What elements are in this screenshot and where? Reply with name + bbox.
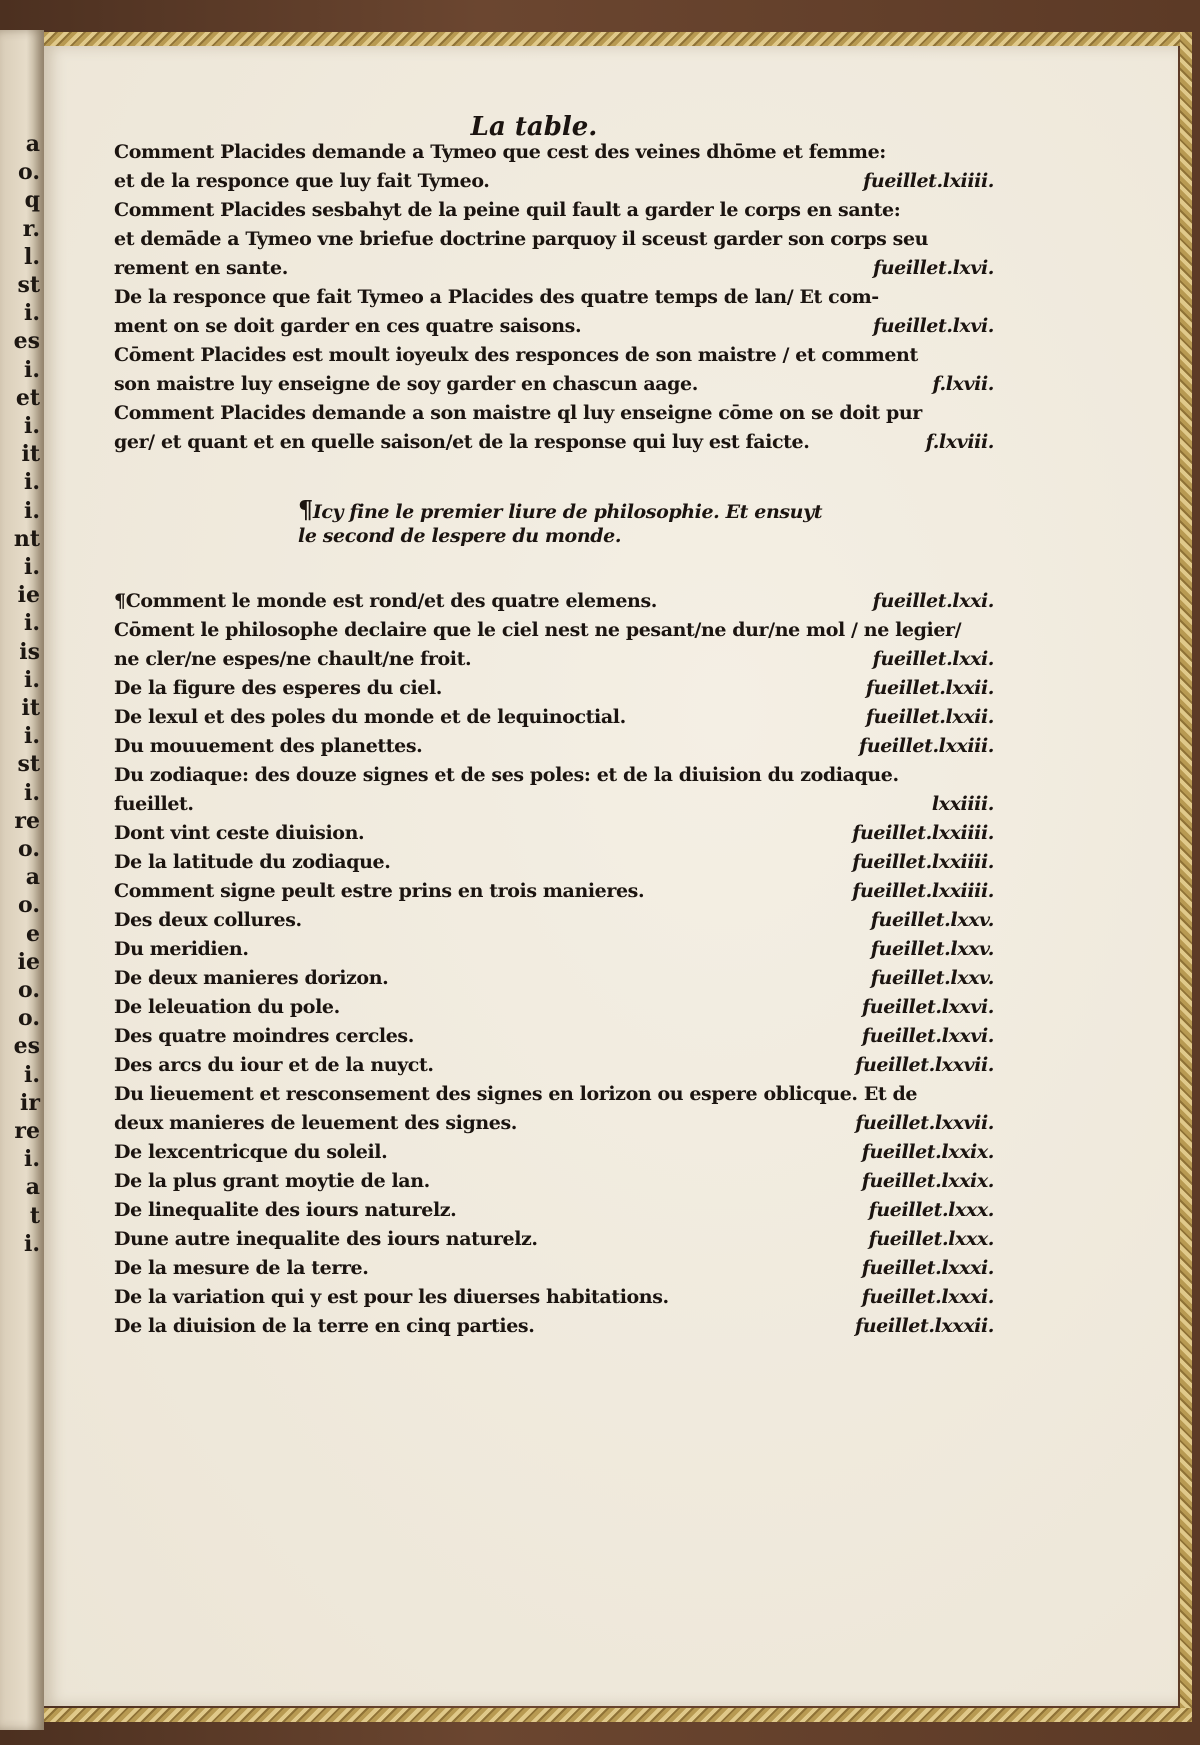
toc-entry bbox=[114, 1022, 994, 1051]
facing-page-letter: e bbox=[26, 920, 40, 947]
facing-page-letter: i. bbox=[23, 666, 40, 693]
toc-entry-text: ment on se doit garder en ces quatre saisons. bbox=[114, 315, 582, 337]
toc-entry bbox=[114, 645, 994, 674]
facing-page-letter: i. bbox=[23, 723, 40, 750]
facing-page-letter: es bbox=[13, 1033, 40, 1060]
toc-entry bbox=[114, 877, 994, 906]
toc-entry bbox=[114, 906, 994, 935]
toc-entry bbox=[114, 341, 994, 370]
toc-entry bbox=[114, 1312, 994, 1341]
toc-entry-text: De la latitude du zodiaque. bbox=[114, 851, 391, 873]
toc-entry-folio: fueillet.lxxxi. bbox=[861, 1257, 994, 1279]
toc-entry-folio: fueillet.lxxiiii. bbox=[852, 822, 994, 844]
facing-page-letter: ie bbox=[17, 582, 40, 609]
toc-entry-text: De deux manieres dorizon. bbox=[114, 967, 389, 989]
toc-entry bbox=[114, 225, 994, 254]
toc-entry-folio: fueillet.lxxi. bbox=[872, 590, 994, 612]
toc-entry-text: Comment Placides demande a son maistre ql luy enseigne cōme on se doit pur bbox=[114, 402, 922, 424]
toc-entry-folio: lxxiiii. bbox=[931, 793, 994, 815]
toc-entry-text: rement en sante. bbox=[114, 257, 288, 279]
facing-page-letter: re bbox=[14, 807, 40, 834]
toc-section-second-book bbox=[114, 587, 994, 1341]
facing-page-letter: i. bbox=[23, 413, 40, 439]
toc-entry-text: son maistre luy enseigne de soy garder en chascun aage. bbox=[114, 373, 698, 395]
toc-entry-text: Des quatre moindres cercles. bbox=[114, 1025, 414, 1047]
toc-entry-text: Dont vint ceste diuision. bbox=[114, 822, 365, 844]
facing-page-letter: o. bbox=[18, 159, 40, 186]
gilt-border-right bbox=[1180, 32, 1192, 1722]
facing-page-letter: ie bbox=[17, 948, 40, 975]
toc-entry-folio: fueillet.lxxix. bbox=[861, 1170, 994, 1192]
toc-entry bbox=[114, 616, 994, 645]
toc-entry-folio: fueillet.lxxiiii. bbox=[852, 851, 994, 873]
toc-entry bbox=[114, 1080, 994, 1109]
facing-page-letter: t bbox=[29, 1202, 40, 1229]
facing-page-letter: it bbox=[21, 695, 40, 721]
facing-page-letter: r. bbox=[22, 215, 40, 242]
toc-entry bbox=[114, 964, 994, 993]
facing-page-letter: i. bbox=[23, 356, 40, 383]
explicit-line-2: le second de lespere du monde. bbox=[298, 525, 622, 547]
facing-page-letter: a bbox=[25, 131, 40, 157]
toc-entry-text: ¶Comment le monde est rond/et des quatre elemens. bbox=[114, 590, 657, 612]
toc-entry-text: Du mouuement des planettes. bbox=[114, 735, 423, 757]
toc-entry bbox=[114, 428, 994, 457]
toc-entry-folio: fueillet.lxxv. bbox=[870, 967, 994, 989]
toc-entry-folio: fueillet.lxxiiii. bbox=[852, 880, 994, 902]
toc-entry-text: De la mesure de la terre. bbox=[114, 1257, 369, 1279]
facing-page-letter: i. bbox=[23, 300, 40, 327]
toc-entry-folio: f.lxviii. bbox=[925, 431, 994, 453]
facing-page-letter: i. bbox=[23, 497, 40, 524]
facing-page-letter: a bbox=[25, 864, 40, 891]
toc-entry bbox=[114, 312, 994, 341]
facing-page-letter: o. bbox=[18, 892, 40, 919]
toc-entry-folio: fueillet.lxxiii. bbox=[859, 735, 994, 757]
toc-entry-text: De la figure des esperes du ciel. bbox=[114, 677, 443, 699]
facing-page-letter: ir bbox=[20, 1089, 40, 1116]
toc-entry-text: deux manieres de leuement des signes. bbox=[114, 1112, 517, 1134]
toc-entry bbox=[114, 1225, 994, 1254]
toc-entry-text: Des deux collures. bbox=[114, 909, 302, 931]
toc-entry bbox=[114, 790, 994, 819]
toc-entry-folio: fueillet.lxxvii. bbox=[855, 1054, 994, 1076]
toc-entry-folio: fueillet.lxxii. bbox=[865, 706, 994, 728]
facing-page-letter: i. bbox=[23, 469, 40, 496]
facing-page-letter: re bbox=[14, 1118, 40, 1144]
toc-entry bbox=[114, 703, 994, 732]
toc-entry bbox=[114, 993, 994, 1022]
facing-page-letter: i. bbox=[23, 1146, 40, 1173]
table-of-contents bbox=[114, 138, 994, 1341]
toc-entry-folio: fueillet.lxxvi. bbox=[862, 1025, 994, 1047]
toc-entry bbox=[114, 196, 994, 225]
toc-entry-folio: fueillet.lxxx. bbox=[868, 1228, 994, 1250]
toc-entry-folio: fueillet.lxvi. bbox=[872, 315, 994, 337]
facing-page-letter: st bbox=[17, 272, 40, 298]
facing-page-letter: q bbox=[24, 187, 40, 214]
toc-entry-folio: fueillet.lxxx. bbox=[868, 1199, 994, 1221]
toc-entry-text: De lexcentricque du soleil. bbox=[114, 1141, 388, 1163]
toc-entry bbox=[114, 167, 994, 196]
toc-entry bbox=[114, 370, 994, 399]
toc-entry-text: et de la responce que luy fait Tymeo. bbox=[114, 170, 490, 192]
facing-page-letter: o. bbox=[18, 1005, 40, 1032]
toc-entry-folio: fueillet.lxxxii. bbox=[854, 1315, 994, 1337]
toc-entry bbox=[114, 283, 994, 312]
explicit-line-1: Icy fine le premier liure de philosophie. Et ensuyt bbox=[312, 501, 823, 523]
toc-entry-text: fueillet. bbox=[114, 793, 194, 815]
toc-entry-folio: fueillet.lxvi. bbox=[872, 257, 994, 279]
toc-entry-text: Des arcs du iour et de la nuyct. bbox=[114, 1054, 434, 1076]
toc-entry bbox=[114, 1196, 994, 1225]
explicit-block bbox=[114, 457, 994, 567]
toc-entry-text: De la responce que fait Tymeo a Placides des quatre temps de lan/ Et com- bbox=[114, 286, 879, 308]
toc-entry-folio: fueillet.lxxi. bbox=[872, 648, 994, 670]
toc-entry bbox=[114, 1167, 994, 1196]
toc-entry bbox=[114, 399, 994, 428]
facing-page-letter: it bbox=[21, 441, 40, 468]
toc-entry-folio: fueillet.lxiiii. bbox=[863, 170, 994, 192]
book-page bbox=[44, 46, 1178, 1706]
facing-page-letter: nt bbox=[13, 525, 40, 552]
toc-entry bbox=[114, 935, 994, 964]
toc-entry bbox=[114, 1109, 994, 1138]
facing-page-letter: es bbox=[13, 328, 40, 355]
toc-entry-folio: fueillet.lxxv. bbox=[870, 938, 994, 960]
pilcrow-icon: ¶ bbox=[298, 495, 313, 524]
toc-entry bbox=[114, 848, 994, 877]
toc-entry-folio: fueillet.lxxxi. bbox=[861, 1286, 994, 1308]
facing-page-letter: i. bbox=[23, 554, 40, 580]
toc-entry bbox=[114, 1283, 994, 1312]
toc-entry-text: Du zodiaque: des douze signes et de ses poles: et de la diuision du zodiaque. bbox=[114, 764, 899, 786]
toc-entry bbox=[114, 587, 994, 616]
toc-entry-text: Comment Placides sesbahyt de la peine quil fault a garder le corps en sante: bbox=[114, 199, 901, 221]
toc-entry bbox=[114, 674, 994, 703]
toc-entry-folio: fueillet.lxxix. bbox=[861, 1141, 994, 1163]
toc-entry-text: De la diuision de la terre en cinq parties. bbox=[114, 1315, 535, 1337]
toc-entry-text: Du lieuement et resconsement des signes en lorizon ou espere oblicque. Et de bbox=[114, 1083, 918, 1105]
toc-entry bbox=[114, 254, 994, 283]
facing-page-letter: l. bbox=[23, 243, 40, 270]
toc-entry-folio: fueillet.lxxv. bbox=[870, 909, 994, 931]
toc-entry bbox=[114, 1051, 994, 1080]
facing-page-letter: i. bbox=[23, 610, 40, 637]
toc-entry-text: Comment signe peult estre prins en trois manieres. bbox=[114, 880, 645, 902]
toc-entry-text: Cōment Placides est moult ioyeulx des responces de son maistre / et comment bbox=[114, 344, 918, 366]
toc-entry bbox=[114, 761, 994, 790]
facing-page-letter: i. bbox=[23, 1230, 40, 1257]
toc-entry-text: Dune autre inequalite des iours naturelz. bbox=[114, 1228, 538, 1250]
toc-entry-text: De leleuation du pole. bbox=[114, 996, 340, 1018]
facing-page-letter: is bbox=[19, 638, 40, 665]
gilt-border-bottom bbox=[44, 1708, 1192, 1722]
toc-entry bbox=[114, 819, 994, 848]
toc-entry-folio: fueillet.lxxii. bbox=[865, 677, 994, 699]
facing-page-edge bbox=[0, 30, 44, 1730]
toc-entry-text: De la plus grant moytie de lan. bbox=[114, 1170, 430, 1192]
toc-entry-text: De linequalite des iours naturelz. bbox=[114, 1199, 457, 1221]
facing-page-letter: a bbox=[25, 1174, 40, 1201]
toc-entry-text: ger/ et quant et en quelle saison/et de la response qui luy est faicte. bbox=[114, 431, 810, 453]
toc-entry bbox=[114, 1254, 994, 1283]
toc-entry bbox=[114, 1138, 994, 1167]
toc-entry-folio: fueillet.lxxvii. bbox=[855, 1112, 994, 1134]
toc-entry-text: De la variation qui y est pour les diuerses habitations. bbox=[114, 1286, 669, 1308]
toc-entry-text: et demāde a Tymeo vne briefue doctrine parquoy il sceust garder son corps seu bbox=[114, 228, 929, 250]
facing-page-letter: st bbox=[17, 751, 40, 778]
toc-entry-text: Comment Placides demande a Tymeo que cest des veines dhōme et femme: bbox=[114, 141, 886, 163]
toc-entry bbox=[114, 732, 994, 761]
facing-page-letter: o. bbox=[18, 977, 40, 1003]
facing-page-letter: o. bbox=[18, 836, 40, 862]
toc-entry-text: De lexul et des poles du monde et de lequinoctial. bbox=[114, 706, 626, 728]
toc-entry-folio: f.lxvii. bbox=[932, 373, 994, 395]
facing-page-letter: i. bbox=[23, 1061, 40, 1088]
toc-section-first-book bbox=[114, 138, 994, 457]
toc-entry-text: Du meridien. bbox=[114, 938, 249, 960]
gilt-border-top bbox=[44, 32, 1192, 46]
toc-entry-text: Cōment le philosophe declaire que le ciel nest ne pesant/ne dur/ne mol / ne legier/ bbox=[114, 619, 962, 641]
toc-entry bbox=[114, 138, 994, 167]
facing-page-letter: et bbox=[15, 384, 40, 411]
toc-entry-folio: fueillet.lxxvi. bbox=[862, 996, 994, 1018]
running-head: La table. bbox=[470, 112, 598, 142]
facing-page-letter: i. bbox=[23, 779, 40, 806]
toc-entry-text: ne cler/ne espes/ne chault/ne froit. bbox=[114, 648, 472, 670]
